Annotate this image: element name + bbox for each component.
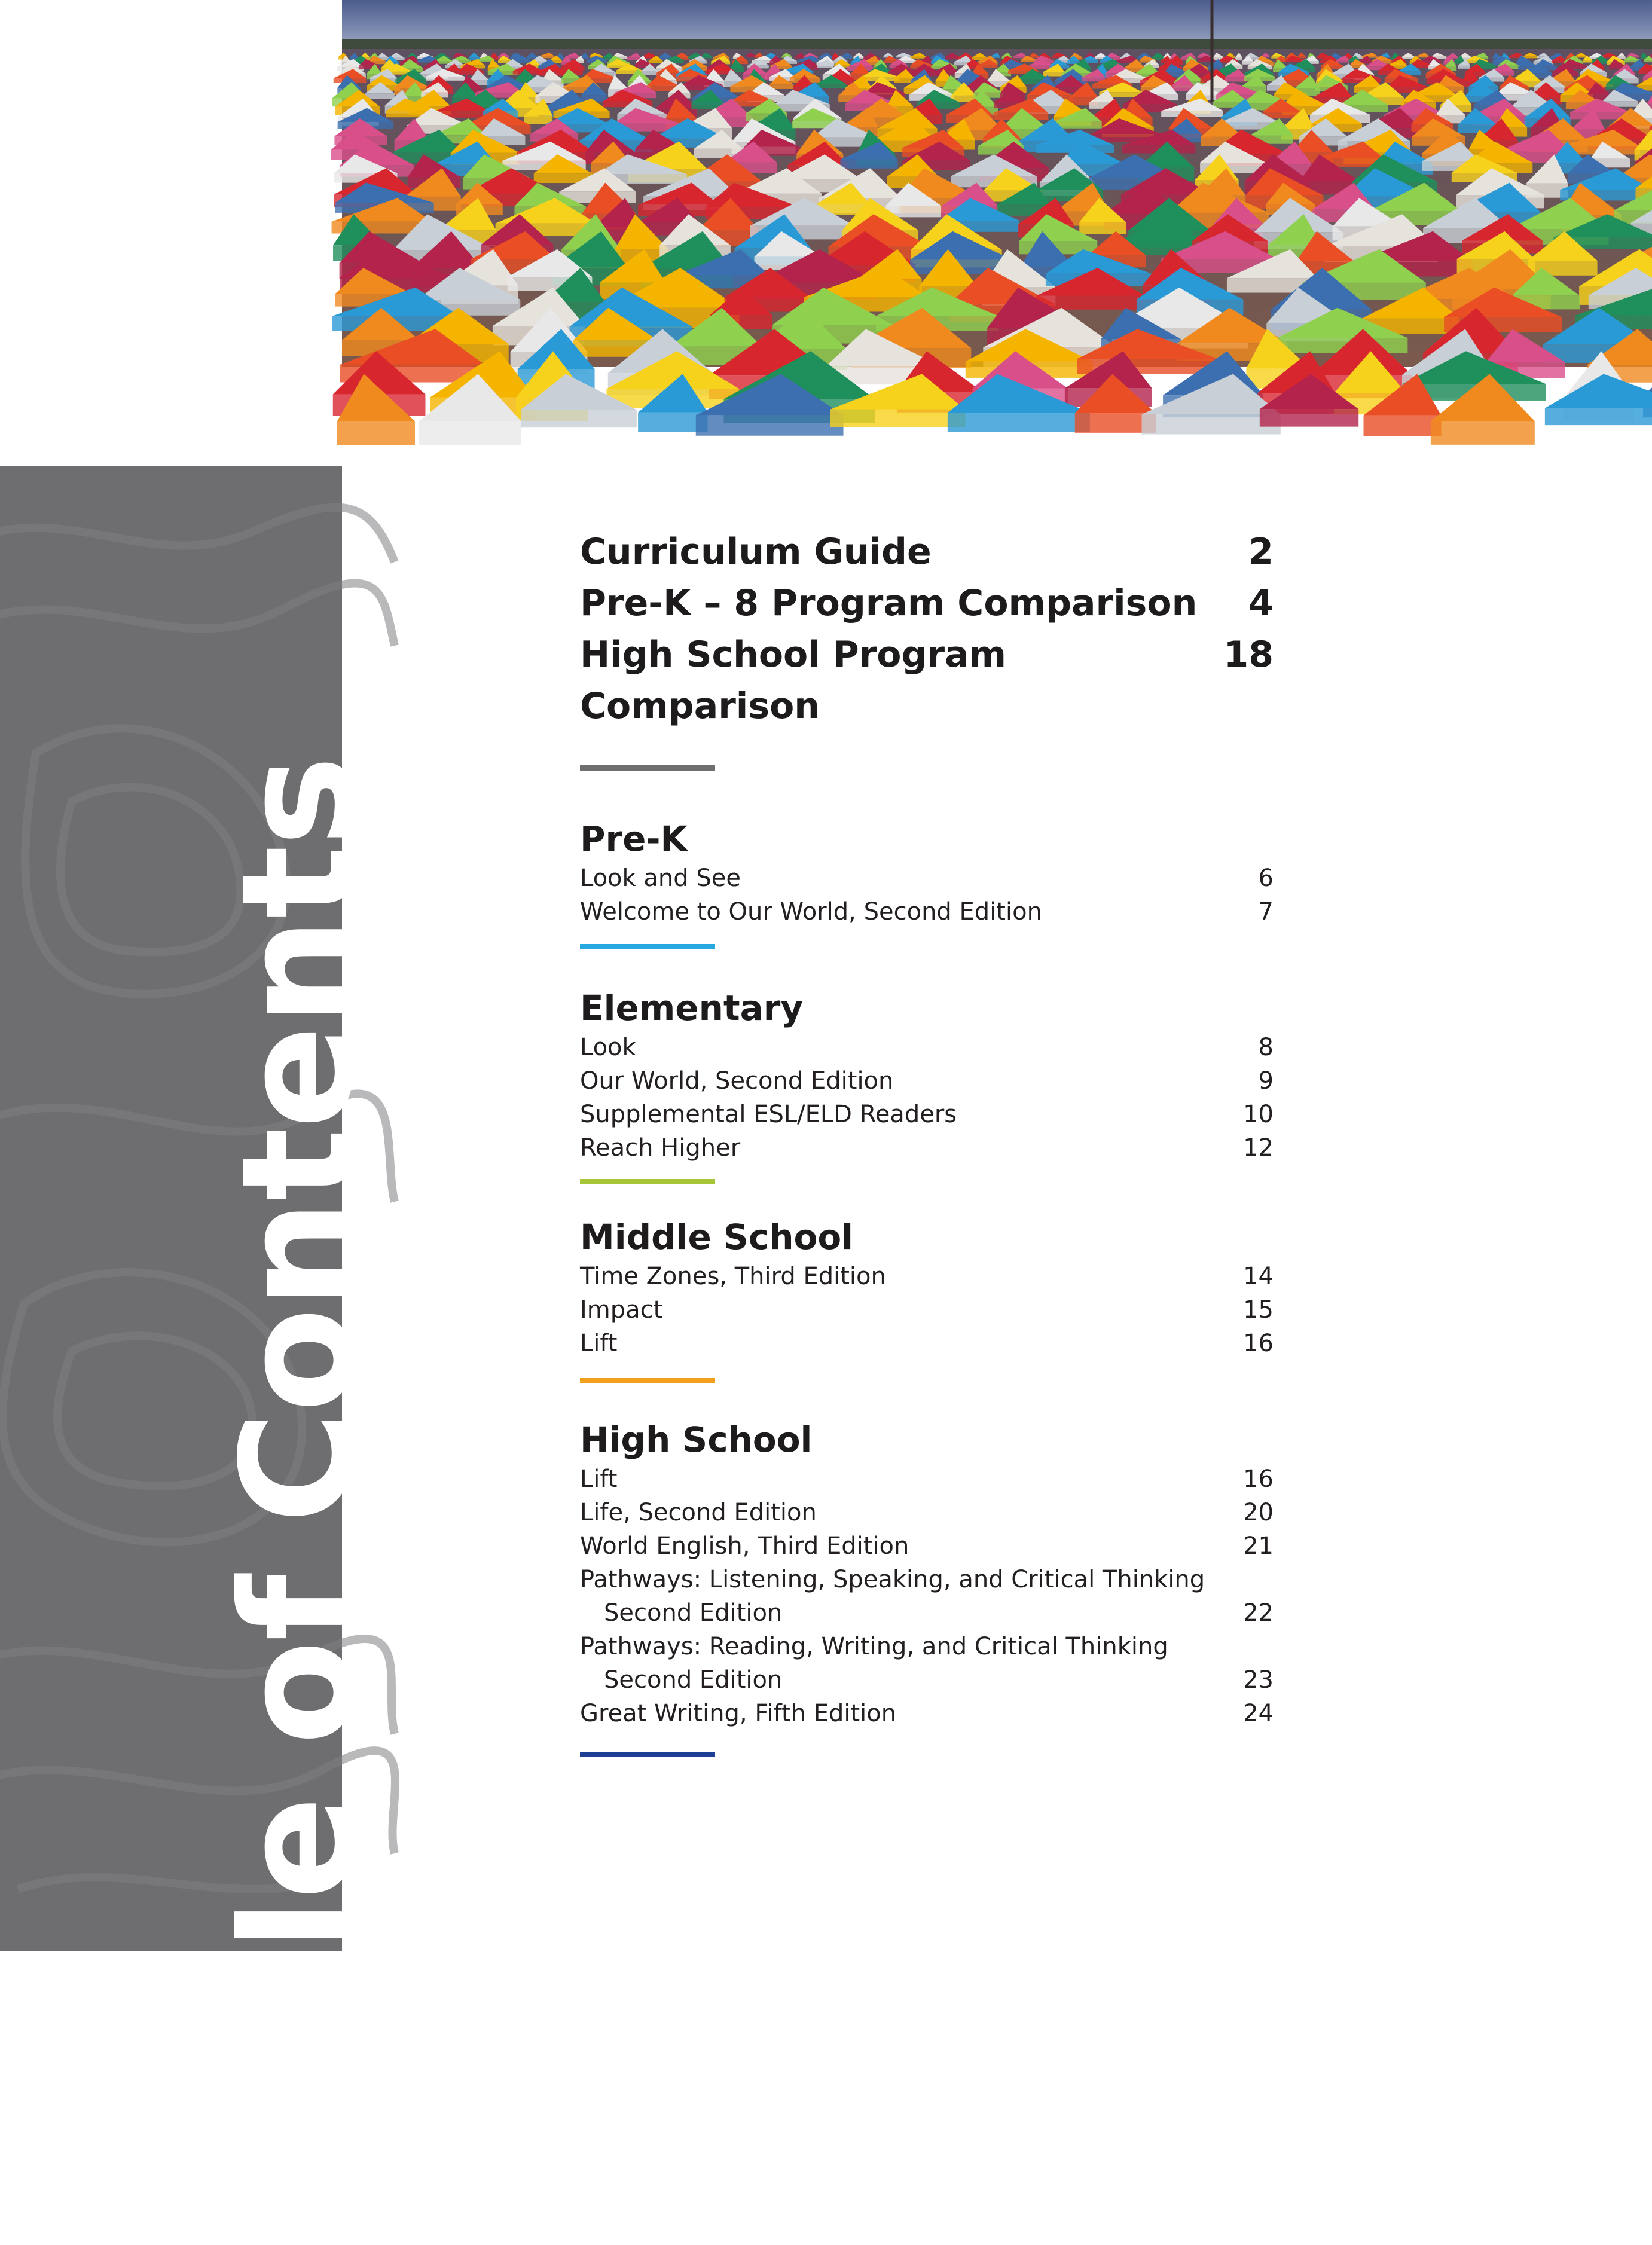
tent-wall xyxy=(1545,408,1652,426)
toc-item[interactable] xyxy=(580,1064,1274,1098)
tent-wall xyxy=(1260,409,1358,426)
tent-wall xyxy=(1644,60,1652,62)
tent-wall xyxy=(649,60,663,63)
section-title: Elementary xyxy=(580,986,1274,1030)
tent-city-illustration xyxy=(342,0,1652,367)
tent-wall xyxy=(1021,60,1037,62)
section-middle-school xyxy=(580,1215,1274,1360)
toc-item[interactable] xyxy=(580,1596,1274,1630)
main-entry-page: 18 xyxy=(1224,629,1274,680)
section-high-school xyxy=(580,1418,1274,1730)
toc-item-label: Lift xyxy=(580,1327,617,1360)
toc-item[interactable] xyxy=(580,1663,1274,1697)
toc-item-label: Look and See xyxy=(580,862,741,895)
tent-wall xyxy=(1431,421,1535,444)
tent-wall xyxy=(1361,56,1377,58)
toc-item-label: Second Edition xyxy=(580,1663,782,1697)
toc-item[interactable] xyxy=(580,1293,1274,1327)
tent-wall xyxy=(1043,72,1064,76)
toc-item[interactable] xyxy=(580,1630,1274,1663)
toc-item[interactable] xyxy=(580,1031,1274,1064)
divider-high-school xyxy=(580,1752,715,1757)
tent-wall xyxy=(1036,296,1144,310)
section-title: High School xyxy=(580,1418,1274,1461)
tent-wall xyxy=(365,93,395,99)
table-of-contents xyxy=(580,526,1274,1757)
toc-item[interactable] xyxy=(580,1697,1274,1730)
sidebar-panel xyxy=(0,466,342,1951)
main-entry-page: 2 xyxy=(1248,526,1274,578)
toc-item[interactable] xyxy=(580,1496,1274,1529)
tent-wall xyxy=(426,77,465,81)
divider-grey xyxy=(580,765,715,771)
main-entry-label: High School Program Comparison xyxy=(580,629,1224,732)
tent-wall xyxy=(911,57,926,59)
tent-wall xyxy=(816,84,846,89)
section-prek xyxy=(580,817,1274,928)
tent-wall xyxy=(419,421,521,444)
toc-item-page: 24 xyxy=(1226,1697,1274,1730)
section-title: Pre-K xyxy=(580,817,1274,860)
tent-wall xyxy=(948,413,1090,432)
toc-item[interactable] xyxy=(580,1529,1274,1563)
divider-elementary xyxy=(580,1179,715,1184)
toc-item-label: Second Edition xyxy=(580,1596,782,1630)
tent-wall xyxy=(521,410,637,427)
toc-item-label: Supplemental ESL/ELD Readers xyxy=(580,1098,957,1131)
sidebar-title: Table of Contents xyxy=(221,757,374,2245)
toc-item-page: 7 xyxy=(1226,895,1274,928)
toc-item-label: Great Writing, Fifth Edition xyxy=(580,1697,896,1730)
toc-item-label: Time Zones, Third Edition xyxy=(580,1260,886,1293)
toc-item-page: 12 xyxy=(1226,1131,1274,1165)
main-entry-curriculum-guide[interactable] xyxy=(580,526,1274,578)
toc-item[interactable] xyxy=(580,1098,1274,1131)
toc-item-label: Our World, Second Edition xyxy=(580,1064,893,1098)
tent-wall xyxy=(1225,77,1247,81)
toc-item-page: 23 xyxy=(1226,1663,1274,1697)
section-title: Middle School xyxy=(580,1215,1274,1259)
toc-item-label: Reach Higher xyxy=(580,1131,740,1165)
toc-item[interactable] xyxy=(580,895,1274,928)
tent-wall xyxy=(642,71,658,75)
divider-middle-school xyxy=(580,1378,715,1383)
toc-item-page: 20 xyxy=(1226,1496,1274,1529)
header-photo-tent-city xyxy=(342,0,1652,367)
tent-wall xyxy=(1336,60,1349,63)
divider-prek xyxy=(580,944,715,949)
main-entry-label: Pre-K – 8 Program Comparison xyxy=(580,578,1197,629)
toc-item-label: World English, Third Edition xyxy=(580,1529,909,1563)
toc-item-page: 6 xyxy=(1226,862,1274,895)
main-entry-page: 4 xyxy=(1248,578,1274,629)
toc-item[interactable] xyxy=(580,862,1274,895)
toc-item-label: Pathways: Reading, Writing, and Critical Thinking xyxy=(580,1630,1168,1663)
tent-wall xyxy=(1458,65,1470,68)
toc-item-label: Pathways: Listening, Speaking, and Critical Thinking xyxy=(580,1563,1205,1596)
tent-wall xyxy=(1552,60,1566,63)
toc-item[interactable] xyxy=(580,1260,1274,1293)
toc-item-label: Life, Second Edition xyxy=(580,1496,817,1529)
tent-wall xyxy=(840,160,897,169)
toc-item-page: 21 xyxy=(1226,1529,1274,1563)
main-entry-high-school-comparison[interactable] xyxy=(580,629,1274,732)
main-entry-prek-8-comparison[interactable] xyxy=(580,578,1274,629)
toc-item-label: Welcome to Our World, Second Edition xyxy=(580,895,1042,928)
toc-item-page: 14 xyxy=(1226,1260,1274,1293)
toc-item-label: Lift xyxy=(580,1462,617,1496)
tent-wall xyxy=(979,65,997,68)
tent-wall xyxy=(337,421,415,445)
toc-item-label: Look xyxy=(580,1031,636,1064)
toc-item-page: 10 xyxy=(1226,1098,1274,1131)
toc-item-page: 16 xyxy=(1226,1327,1274,1360)
toc-item-page: 15 xyxy=(1226,1293,1274,1327)
toc-item[interactable] xyxy=(580,1462,1274,1496)
toc-item[interactable] xyxy=(580,1131,1274,1165)
tent-wall xyxy=(817,65,833,68)
tent-wall xyxy=(696,415,844,435)
tent-wall xyxy=(795,56,804,58)
toc-item-page: 8 xyxy=(1226,1031,1274,1064)
tent-wall xyxy=(1363,416,1441,436)
toc-item-page: 16 xyxy=(1226,1462,1274,1496)
tent-wall xyxy=(1583,60,1593,63)
main-entries xyxy=(580,526,1274,732)
tent-wall xyxy=(830,410,966,427)
toc-item-label: Impact xyxy=(580,1293,662,1327)
main-entry-label: Curriculum Guide xyxy=(580,526,932,578)
tent-wall xyxy=(524,115,552,124)
section-elementary xyxy=(580,986,1274,1165)
toc-item[interactable] xyxy=(580,1327,1274,1360)
toc-item[interactable] xyxy=(580,1563,1274,1596)
toc-item-page: 9 xyxy=(1226,1064,1274,1098)
toc-item-page: 22 xyxy=(1226,1596,1274,1630)
tent-wall xyxy=(1079,222,1126,234)
